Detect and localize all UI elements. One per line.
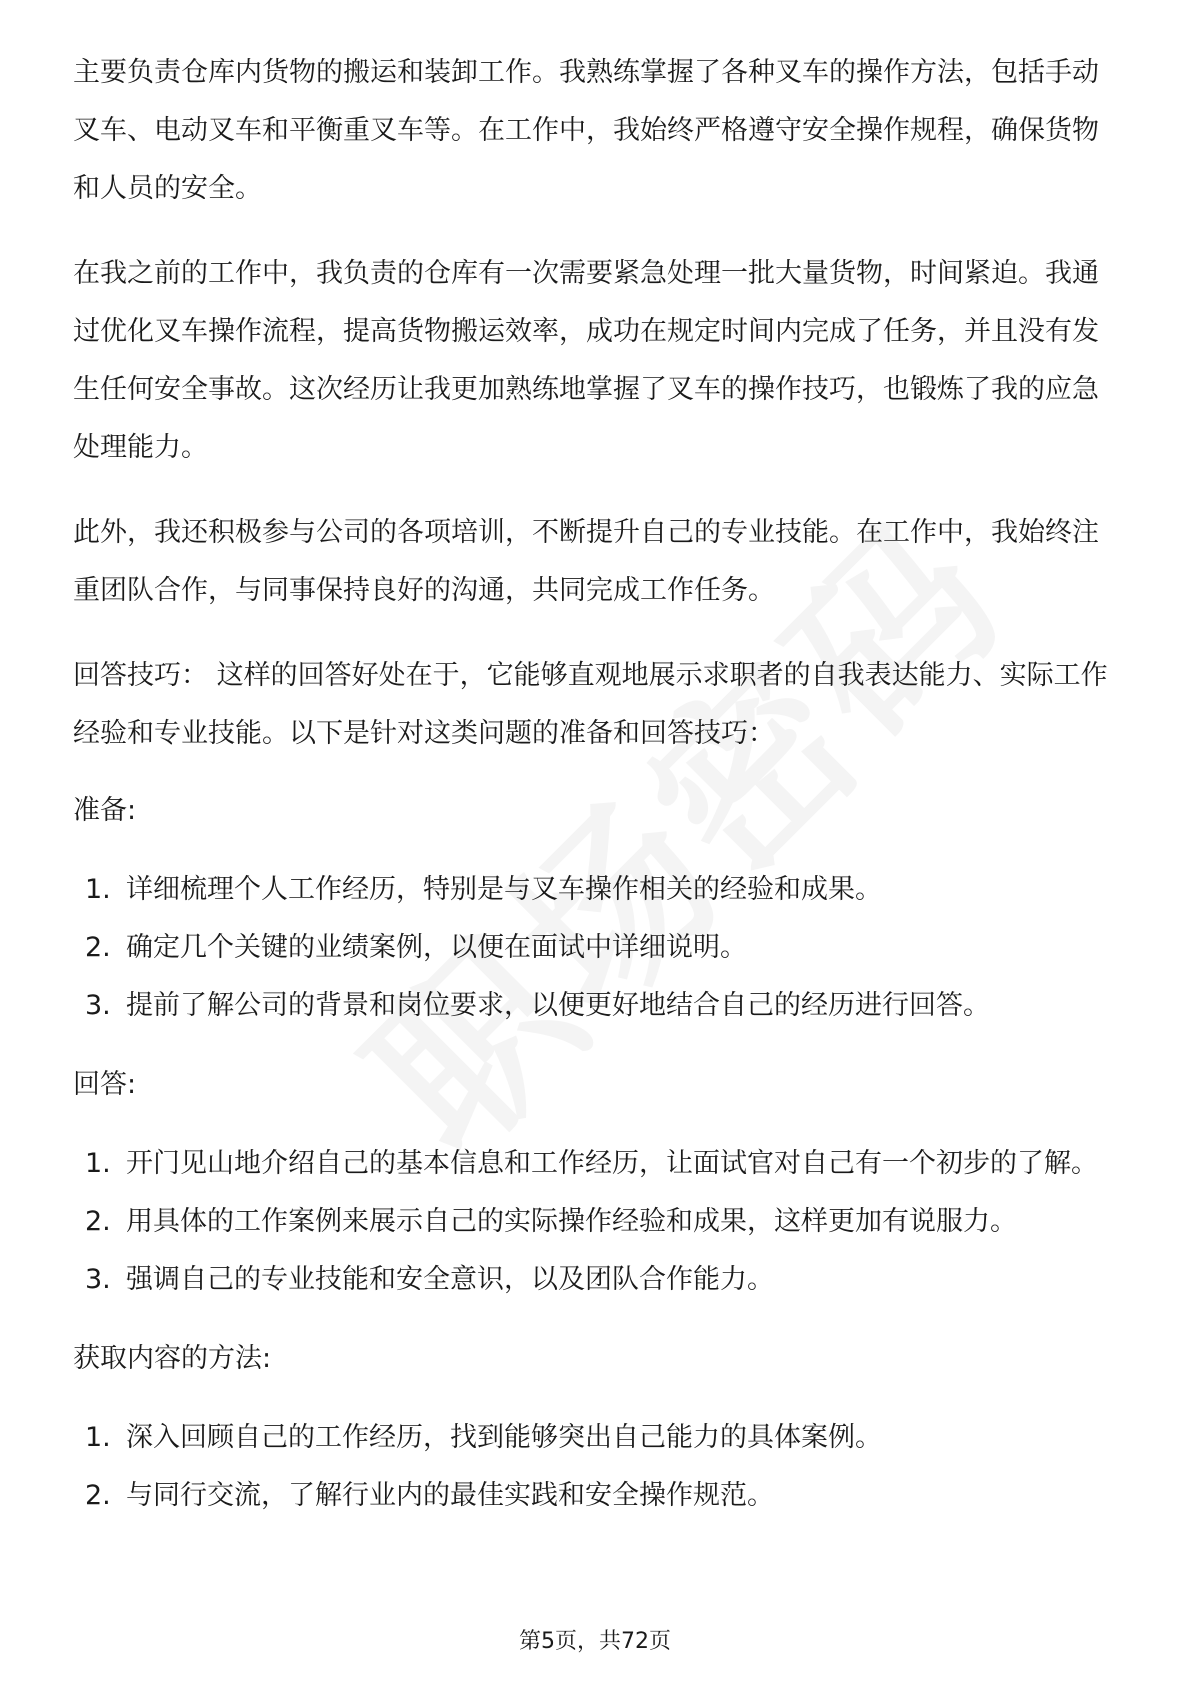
list-preparation <box>73 861 1118 1035</box>
section-heading-answer: 回答: <box>73 1069 137 1100</box>
list-methods <box>73 1409 1118 1525</box>
list-answer <box>73 1135 1118 1309</box>
section-heading-methods: 获取内容的方法: <box>73 1343 272 1374</box>
paragraph-answer-tips: 回答技巧： 这样的回答好处在于，它能够直观地展示求职者的自我表达能力、实际工作经验和专业技能。以下是针对这类问题的准备和回答技巧： <box>73 660 1108 749</box>
paragraph-duties: 主要负责仓库内货物的搬运和装卸工作。我熟练掌握了各种叉车的操作方法，包括手动叉车、电动叉车和平衡重叉车等。在工作中，我始终严格遵守安全操作规程，确保货物和人员的安全。 <box>73 57 1099 204</box>
list-item: 3. 提前了解公司的背景和岗位要求，以便更好地结合自己的经历进行回答。 <box>85 990 990 1021</box>
section-heading-preparation: 准备: <box>73 795 137 826</box>
page-number: 第5页，共72页 <box>519 1629 671 1654</box>
paragraph-experience: 在我之前的工作中，我负责的仓库有一次需要紧急处理一批大量货物，时间紧迫。我通过优化叉车操作流程，提高货物搬运效率，成功在规定时间内完成了任务，并且没有发生任何安全事故。这次经历让我更加熟练地掌握了叉车的操作技巧，也锻炼了我的应急处理能力。 <box>73 258 1099 463</box>
list-item: 2. 用具体的工作案例来展示自己的实际操作经验和成果，这样更加有说服力。 <box>85 1206 1017 1237</box>
list-item: 2. 与同行交流，了解行业内的最佳实践和安全操作规范。 <box>85 1480 774 1511</box>
list-item: 1. 开门见山地介绍自己的基本信息和工作经历，让面试官对自己有一个初步的了解。 <box>85 1148 1098 1179</box>
list-item: 3. 强调自己的专业技能和安全意识，以及团队合作能力。 <box>85 1264 774 1295</box>
list-item: 2. 确定几个关键的业绩案例，以便在面试中详细说明。 <box>85 932 747 963</box>
document-body <box>73 44 1118 1546</box>
list-item: 1. 详细梳理个人工作经历，特别是与叉车操作相关的经验和成果。 <box>85 874 882 905</box>
list-item: 1. 深入回顾自己的工作经历，找到能够突出自己能力的具体案例。 <box>85 1422 882 1453</box>
paragraph-training: 此外，我还积极参与公司的各项培训，不断提升自己的专业技能。在工作中，我始终注重团队合作，与同事保持良好的沟通，共同完成工作任务。 <box>73 517 1099 606</box>
